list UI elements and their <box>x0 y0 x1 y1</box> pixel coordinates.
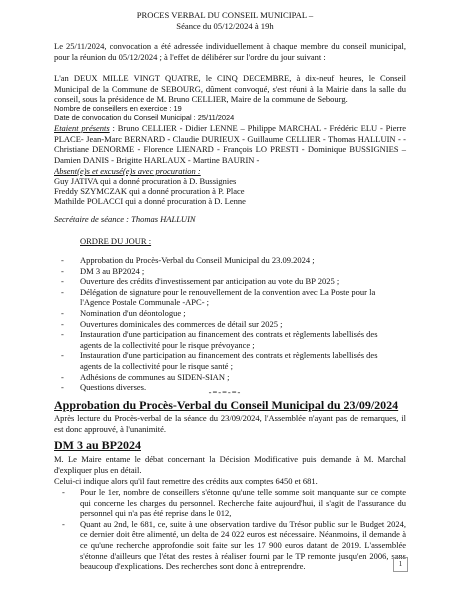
section-bullets <box>60 487 406 572</box>
section-intro-2: Celui-ci indique alors qu'il faut remettre des crédits aux comptes 6450 et 681. <box>54 476 318 486</box>
agenda-item: - DM 3 au BP2024 ; <box>60 266 400 277</box>
opening-paragraph: L'an DEUX MILLE VINGT QUATRE, le CINQ DECEMBRE, à dix-neuf heures, le Conseil Municipal de la Commune de SEBOURG, dûment convoqué, s'est réuni à la Mairie dans la salle du conseil, sous la présidence de M. Bruno CELLIER, Maire de la commune de Sebourg. <box>54 73 406 105</box>
proxy-line: Guy JATIVA qui a donné procuration à D. Bussignies <box>54 176 237 186</box>
agenda-item: - Ouvertures dominicales des commerces de détail sur 2025 ; <box>60 319 400 330</box>
section-separator: -=-=-=- <box>208 387 242 397</box>
agenda-list <box>60 255 400 393</box>
agenda-item: - Questions diverses. <box>60 382 400 393</box>
page-number: 1 <box>393 557 408 572</box>
agenda-item: - Ouverture des crédits d'investissement par anticipation au vote du BP 2025 ; <box>60 276 400 287</box>
convocation-paragraph: Le 25/11/2024, convocation a été adressée individuellement à chaque membre du conseil municipal, pour la réunion du 05/12/2024 ; à l'effet de délibérer sur l'ordre du jour suivant : <box>54 41 406 62</box>
section-heading: DM 3 au BP2024 <box>54 438 141 452</box>
agenda-item: - Approbation du Procès-Verbal du Conseil Municipal du 23.09.2024 ; <box>60 255 400 266</box>
section-body: Après lecture du Procès-verbal de la séance du 23/09/2024, l'Assemblée n'ayant pas de remarques, il est donc approuvé, à l'unanimité. <box>54 413 406 434</box>
convocation-date: Date de convocation du Conseil Municipal : 25/11/2024 <box>54 113 235 122</box>
section-intro: M. Le Maire entame le débat concernant la Décision Modificative puis demande à M. Marchal d'expliquer plus en détail. <box>54 454 406 475</box>
section-heading: Approbation du Procès-Verbal du Conseil Municipal du 23/09/2024 <box>54 398 399 412</box>
present-list: : Bruno CELLIER - Didier LENNE – Philippe MARCHAL - Frédéric ELU - Pierre PLACE- Jean-Marc BERNARD - Claudie DURIEUX - Guillaume CELLIER - Thomas HALLUIN - - Christiane DENORME - Florence LIENARD - François LO PRESTI - Dominique BUSSIGNIES – Damien DANIS - Brigitte HARLAUX - Martine BAURIN - <box>54 123 406 165</box>
present-label: Etaient présents <box>54 123 110 133</box>
bullet-item: - Pour le 1er, nombre de conseillers s'étonne qu'une telle somme soit manquante sur ce compte qui concerne les charges du personnel. Recherche faite aujourd'hui, il s'agit de l'assurance du personnel qui n'a pas été reprise dans le 012, <box>60 487 406 519</box>
agenda-heading: ORDRE DU JOUR : <box>80 236 152 246</box>
present-members <box>54 123 406 165</box>
agenda-item: - Adhésions de communes au SIDEN-SIAN ; <box>60 372 400 383</box>
agenda-item: - Instauration d'une participation au financement des contrats et règlements labellisés des agents de la collectivité pour le risque prévoyance ; <box>60 329 400 350</box>
councillor-count: Nombre de conseillers en exercice : 19 <box>54 104 182 113</box>
excused-label: Absent(e)s et excusé(e)s avec procuration : <box>54 166 201 176</box>
document-subtitle: Séance du 05/12/2024 à 19h <box>176 21 274 31</box>
proxy-line: Freddy SZYMCZAK qui a donné procuration à P. Place <box>54 186 245 196</box>
agenda-item: - Instauration d'une participation au financement des contrats et règlements labellisés des agents de la collectivité pour le risque santé ; <box>60 350 400 371</box>
agenda-item: - Nomination d'un déontologue ; <box>60 308 400 319</box>
bullet-item: - Quant au 2nd, le 681, ce, suite à une observation tardive du Trésor public sur le Budget 2024, ce dernier doit être alimenté, un delta de 24 022 euros est nécessaire. Néanmoins, il demande à ce qu'une recherche approfondie soit faite sur les 17 900 euros datant de 2019. L'assemblée s'étonne d'ailleurs que l'état des restes à réaliser fourni par le TP remonte jusqu'en 2006, sans beaucoup d'explications. Des recherches sont donc à entreprendre. <box>60 519 406 572</box>
proxy-line: Mathilde POLACCI qui a donné procuration à D. Lenne <box>54 196 246 206</box>
agenda-item: - Délégation de signature pour le renouvellement de la convention avec La Poste pour la l'Agence Postale Communale -APC- ; <box>60 287 400 308</box>
document-title: PROCES VERBAL DU CONSEIL MUNICIPAL – <box>136 10 314 20</box>
session-secretary: Secrétaire de séance : Thomas HALLUIN <box>54 214 196 224</box>
